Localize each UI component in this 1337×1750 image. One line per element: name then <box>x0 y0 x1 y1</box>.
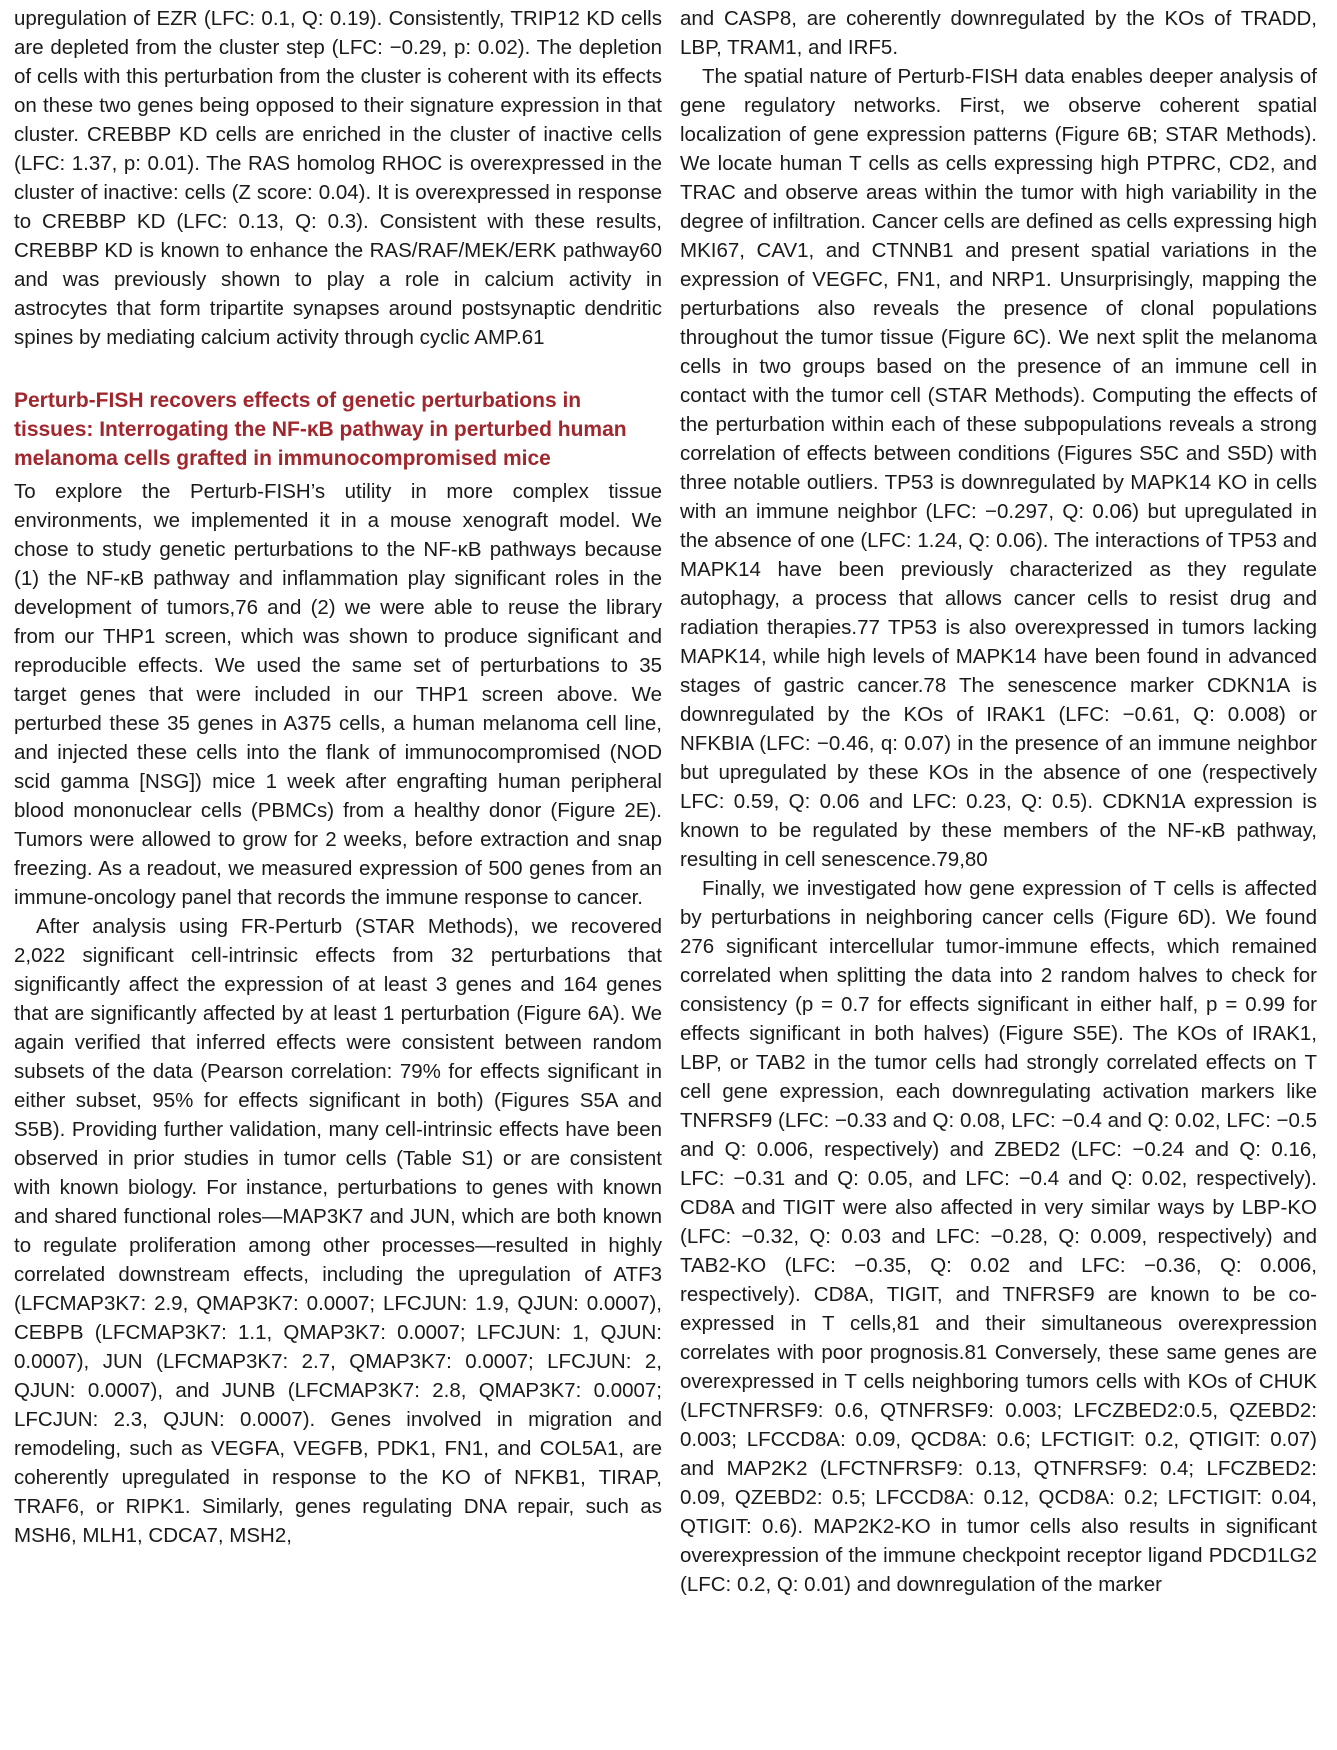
section-heading-nfkb: Perturb-FISH recovers effects of genetic perturbations in tissues: Interrogating the NF-κB pathway in perturbed human melanoma cells grafted in immunocompromised mice <box>14 389 627 470</box>
paragraph-xenograft-model: To explore the Perturb-FISH’s utility in more complex tissue environments, we implemented it in a mouse xenograft model. We chose to study genetic perturbations to the NF-κB pathways because (1) the NF-κB pathway and inflammation play significant roles in the development of tumors,76 and (2) we were able to reuse the library from our THP1 screen, which was shown to produce significant and reproducible effects. We used the same set of perturbations to 35 target genes that were included in our THP1 screen above. We perturbed these 35 genes in A375 cells, a human melanoma cell line, and injected these cells into the flank of immunocompromised (NOD scid gamma [NSG]) mice 1 week after engrafting human peripheral blood mononuclear cells (PBMCs) from a healthy donor (Figure 2E). Tumors were allowed to grow for 2 weeks, before extraction and snap freezing. As a readout, we measured expression of 500 genes from an immune-oncology panel that records the immune response to cancer. <box>14 480 662 909</box>
paragraph-dna-repair-continued: and CASP8, are coherently downregulated by the KOs of TRADD, LBP, TRAM1, and IRF5. <box>680 7 1317 59</box>
paragraph-rhoc-crebbp: upregulation of EZR (LFC: 0.1, Q: 0.19). Consistently, TRIP12 KD cells are depleted from the cluster step (LFC: −0.29, p: 0.02). The depletion of cells with this perturbation from the cluster is coherent with its effects on these two genes being opposed to their signature expression in that cluster. CREBBP KD cells are enriched in the cluster of inactive cells (LFC: 1.37, p: 0.01). The RAS homolog RHOC is overexpressed in the cluster of inactive: cells (Z score: 0.04). It is overexpressed in response to CREBBP KD (LFC: 0.13, Q: 0.3). Consistent with these results, CREBBP KD is known to enhance the RAS/RAF/MEK/ERK pathway60 and was previously shown to play a role in calcium activity in astrocytes that form tripartite synapses around postsynaptic dendritic spines by mediating calcium activity through cyclic AMP.61 <box>14 7 662 349</box>
right-column <box>680 4 1317 1599</box>
paragraph-t-cell-effects: Finally, we investigated how gene expression of T cells is affected by perturbations in neighboring cancer cells (Figure 6D). We found 276 significant intercellular tumor-immune effects, which remained correlated when splitting the data into 2 random halves to check for consistency (p = 0.7 for effects significant in either half, p = 0.99 for effects significant in both halves) (Figure S5E). The KOs of IRAK1, LBP, or TAB2 in the tumor cells had strongly correlated effects on T cell gene expression, each downregulating activation markers like TNFRSF9 (LFC: −0.33 and Q: 0.08, LFC: −0.4 and Q: 0.02, LFC: −0.5 and Q: 0.006, respectively) and ZBED2 (LFC: −0.24 and Q: 0.16, LFC: −0.31 and Q: 0.05, and LFC: −0.4 and Q: 0.02, respectively). CD8A and TIGIT were also affected in very similar ways by LBP-KO (LFC: −0.32, Q: 0.03 and LFC: −0.28, Q: 0.009, respectively) and TAB2-KO (LFC: −0.35, Q: 0.02 and LFC: −0.36, Q: 0.006, respectively). CD8A, TIGIT, and TNFRSF9 are known to be co-expressed in T cells,81 and their simultaneous overexpression correlates with poor prognosis.81 Conversely, these same genes are overexpressed in T cells neighboring tumors cells with KOs of CHUK (LFCTNFRSF9: 0.6, QTNFRSF9: 0.003; LFCZBED2:0.5, QZEBD2: 0.003; LFCCD8A: 0.09, QCD8A: 0.6; LFCTIGIT: 0.2, QTIGIT: 0.07) and MAP2K2 (LFCTNFRSF9: 0.13, QTNFRSF9: 0.4; LFCZBED2: 0.09, QZEBD2: 0.5; LFCCD8A: 0.12, QCD8A: 0.2; LFCTIGIT: 0.04, QTIGIT: 0.6). MAP2K2-KO in tumor cells also results in significant overexpression of the immune checkpoint receptor ligand PDCD1LG2 (LFC: 0.2, Q: 0.01) and downregulation of the marker <box>680 877 1317 1596</box>
paragraph-spatial-networks: The spatial nature of Perturb-FISH data enables deeper analysis of gene regulatory networks. First, we observe coherent spatial localization of gene expression patterns (Figure 6B; STAR Methods). We locate human T cells as cells expressing high PTPRC, CD2, and TRAC and observe areas within the tumor with high variability in the degree of infiltration. Cancer cells are defined as cells expressing high MKI67, CAV1, and CTNNB1 and present spatial variations in the expression of VEGFC, FN1, and NRP1. Unsurprisingly, mapping the perturbations also reveals the presence of clonal populations throughout the tumor tissue (Figure 6C). We next split the melanoma cells in two groups based on the presence of an immune cell in contact with the tumor cell (STAR Methods). Computing the effects of the perturbation within each of these subpopulations reveals a strong correlation of effects between conditions (Figures S5C and S5D) with three notable outliers. TP53 is downregulated by MAPK14 KO in cells with an immune neighbor (LFC: −0.297, Q: 0.06) but upregulated in the absence of one (LFC: 1.24, Q: 0.06). The interactions of TP53 and MAPK14 have been previously characterized as they regulate autophagy, a process that allows cancer cells to resist drug and radiation therapies.77 TP53 is also overexpressed in tumors lacking MAPK14, while high levels of MAPK14 have been found in advanced stages of gastric cancer.78 The senescence marker CDKN1A is downregulated by the KOs of IRAK1 (LFC: −0.61, Q: 0.008) or NFKBIA (LFC: −0.46, q: 0.07) in the presence of an immune neighbor but upregulated by these KOs in the absence of one (respectively LFC: 0.59, Q: 0.06 and LFC: 0.23, Q: 0.5). CDKN1A expression is known to be regulated by these members of the NF-κB pathway, resulting in cell senescence.79,80 <box>680 65 1317 871</box>
paragraph-fr-perturb-results: After analysis using FR-Perturb (STAR Methods), we recovered 2,022 significant cell-intrinsic effects from 32 perturbations that significantly affect the expression of at least 3 genes and 164 genes that are significantly affected by at least 1 perturbation (Figure 6A). We again verified that inferred effects were consistent between random subsets of the data (Pearson correlation: 79% for effects significant in either subset, 95% for effects significant in both) (Figures S5A and S5B). Providing further validation, many cell-intrinsic effects have been observed in prior studies in tumor cells (Table S1) or are consistent with known biology. For instance, perturbations to genes with known and shared functional roles—MAP3K7 and JUN, which are both known to regulate proliferation among other processes—resulted in highly correlated downstream effects, including the upregulation of ATF3 (LFCMAP3K7: 2.9, QMAP3K7: 0.0007; LFCJUN: 1.9, QJUN: 0.0007), CEBPB (LFCMAP3K7: 1.1, QMAP3K7: 0.0007; LFCJUN: 1, QJUN: 0.0007), JUN (LFCMAP3K7: 2.7, QMAP3K7: 0.0007; LFCJUN: 2, QJUN: 0.0007), and JUNB (LFCMAP3K7: 2.8, QMAP3K7: 0.0007; LFCJUN: 2.3, QJUN: 0.0007). Genes involved in migration and remodeling, such as VEGFA, VEGFB, PDK1, FN1, and COL5A1, are coherently upregulated in response to the KO of NFKB1, TIRAP, TRAF6, or RIPK1. Similarly, genes regulating DNA repair, such as MSH6, MLH1, CDCA7, MSH2, <box>14 915 662 1547</box>
left-column <box>14 4 662 1550</box>
